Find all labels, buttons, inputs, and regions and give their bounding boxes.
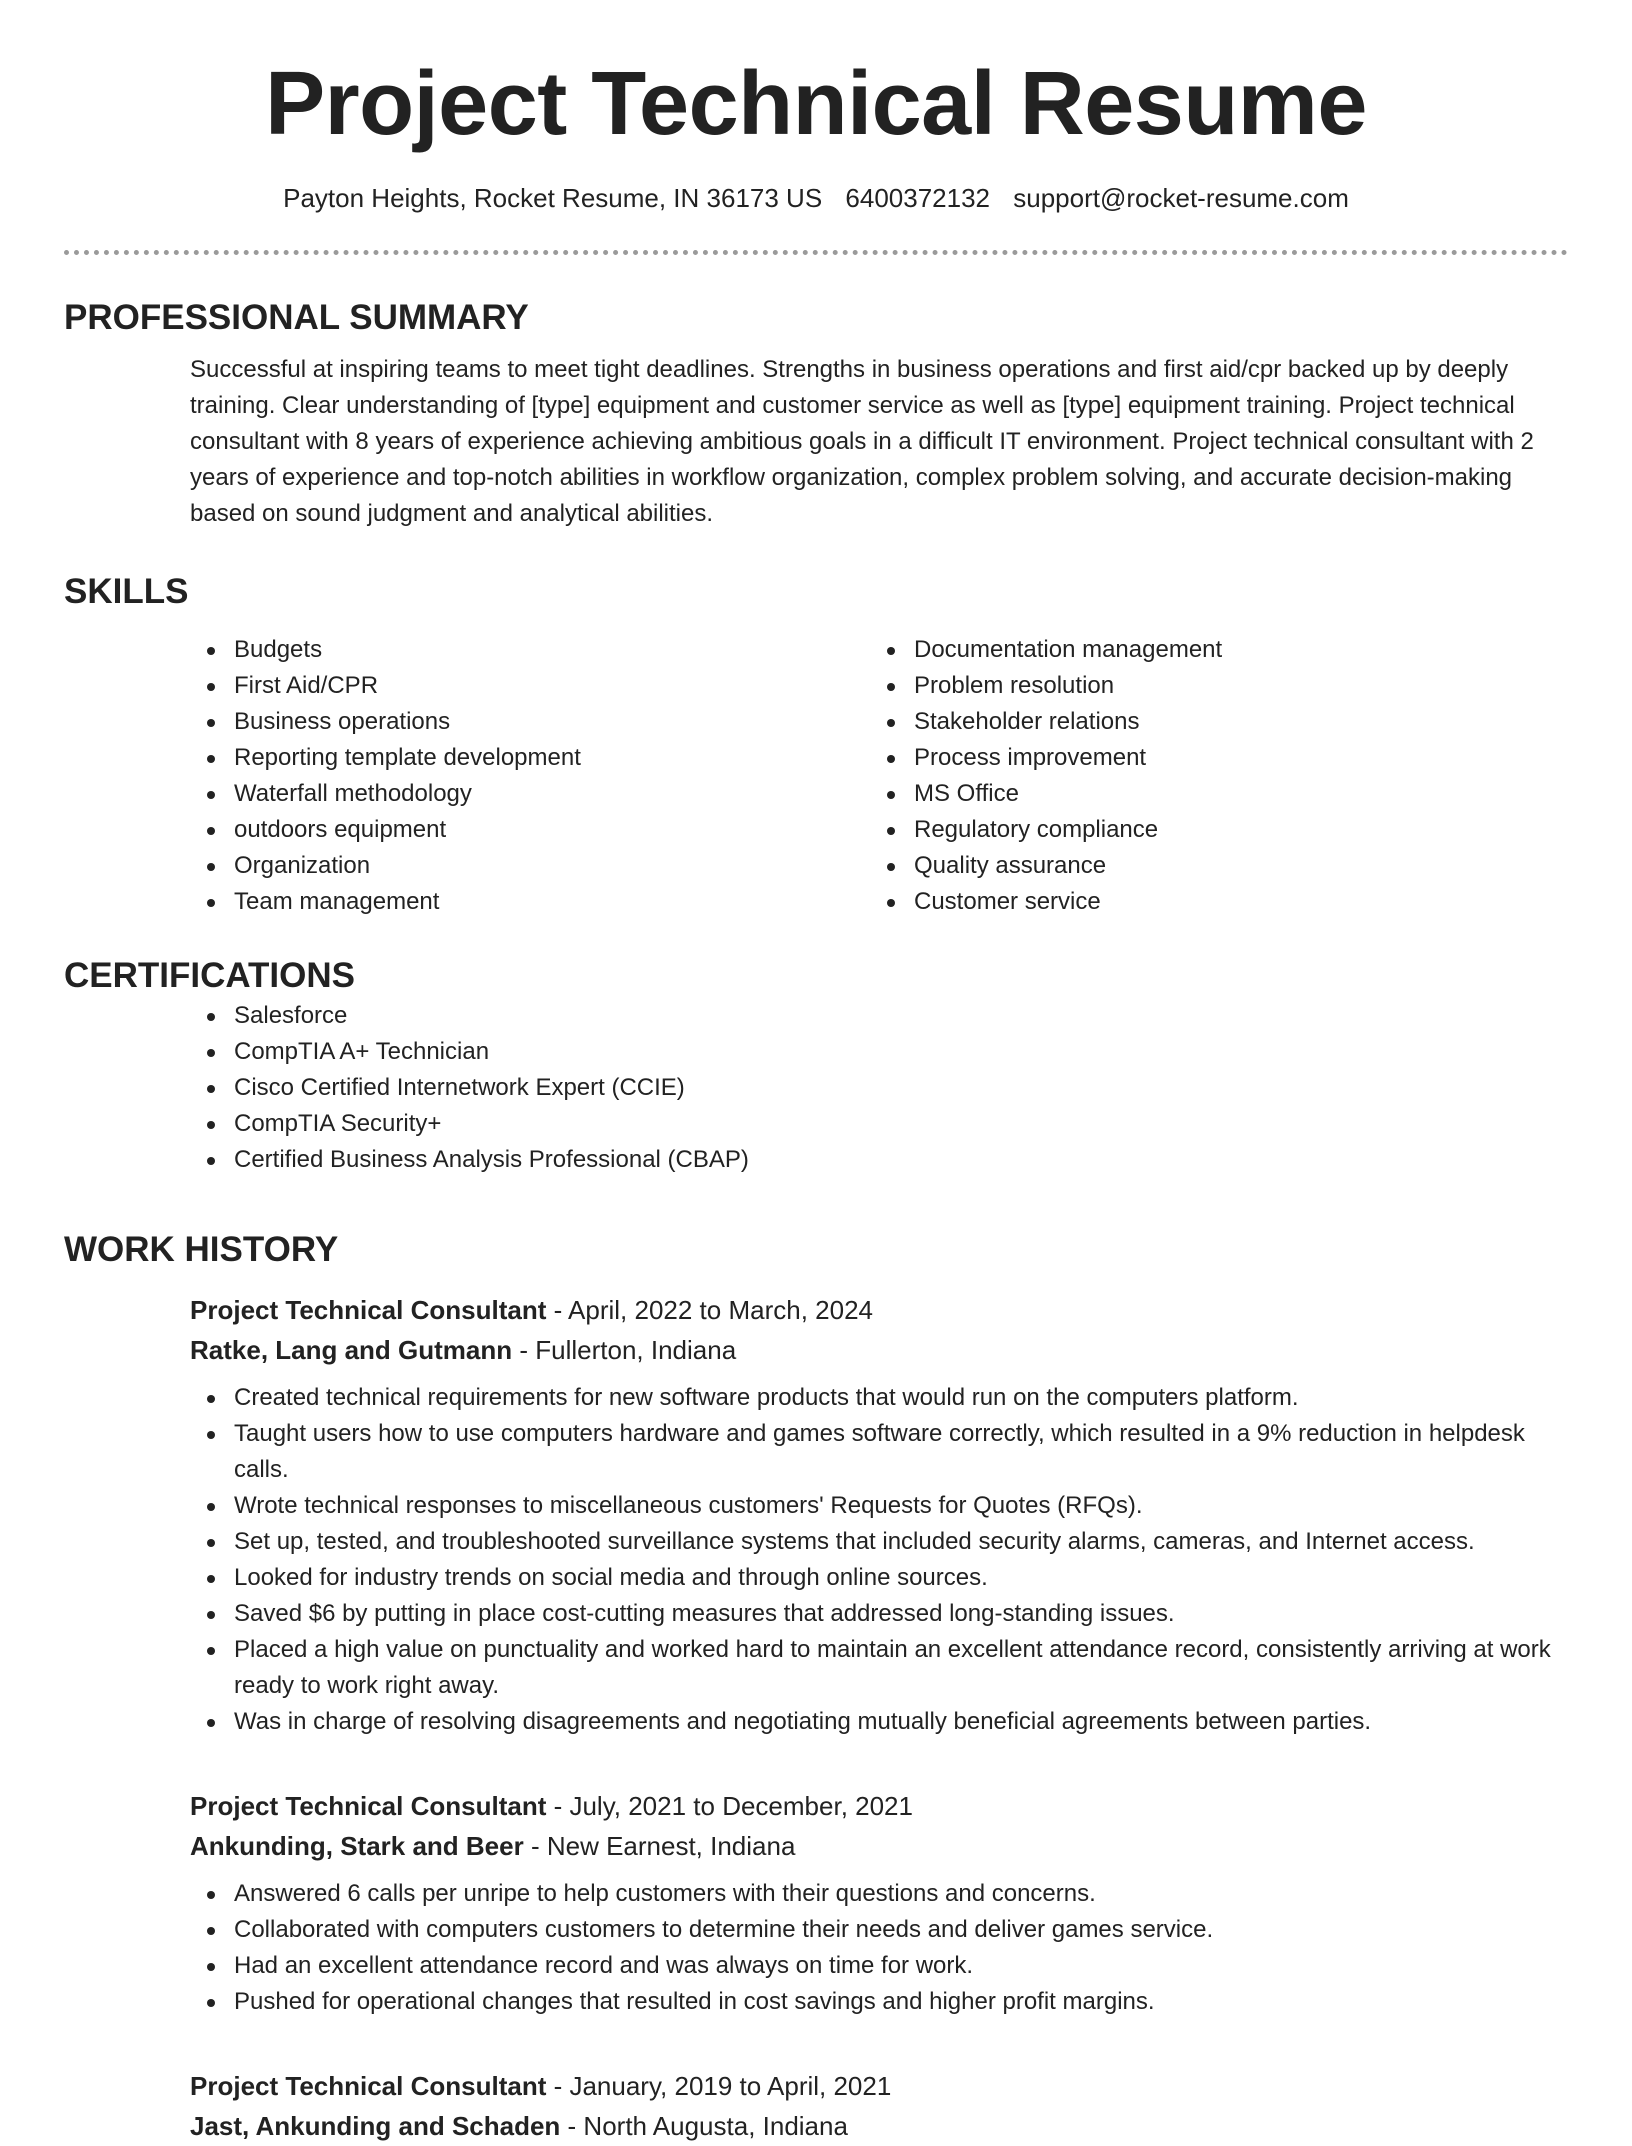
job-dates: - January, 2019 to April, 2021 [546, 2071, 892, 2101]
skill-item: Regulatory compliance [870, 812, 1550, 848]
certifications-list [190, 998, 1568, 1178]
summary-text: Successful at inspiring teams to meet tight deadlines. Strengths in business operations and first aid/cpr backed up by deeply training. Clear understanding of [type] equipment and customer service as well as [type] equipment training. Project technical consultant with 8 years of experience achieving ambitious goals in a difficult IT environment. Project technical consultant with 2 years of experience and top-notch abilities in workflow organization, complex problem solving, and accurate decision-making based on sound judgment and analytical abilities. [190, 356, 1534, 527]
job-role: Project Technical Consultant [190, 2071, 547, 2101]
job-role: Project Technical Consultant [190, 1295, 547, 1325]
job-location: - North Augusta, Indiana [560, 2111, 848, 2141]
summary-body [190, 352, 1568, 532]
contact-phone: 6400372132 [845, 183, 991, 213]
skill-item: Documentation management [870, 632, 1550, 668]
job-company: Ankunding, Stark and Beer [190, 1831, 524, 1861]
job-company-line [190, 1826, 1568, 1866]
work-history-section [64, 1228, 1568, 2146]
job-company-line [190, 1330, 1568, 1370]
job-company: Ratke, Lang and Gutmann [190, 1335, 513, 1365]
contact-email: support@rocket-resume.com [1013, 183, 1349, 213]
job-duty: Placed a high value on punctuality and worked hard to maintain an excellent attendance record, consistently arriving at work ready to work right away. [190, 1632, 1568, 1704]
skills-grid [190, 632, 1568, 920]
job-duty: Taught users how to use computers hardware and games software correctly, which resulted in a 9% reduction in helpdesk calls. [190, 1416, 1568, 1488]
job-dates: - April, 2022 to March, 2024 [546, 1295, 873, 1325]
skills-left-column [190, 632, 870, 920]
contact-line [64, 180, 1568, 216]
skill-item: Problem resolution [870, 668, 1550, 704]
job-entry [190, 1786, 1568, 2020]
contact-address: Payton Heights, Rocket Resume, IN 36173 US [283, 183, 823, 213]
job-title-line [190, 1290, 1568, 1330]
skills-body [190, 632, 1568, 920]
summary-section [64, 296, 1568, 532]
skill-item: MS Office [870, 776, 1550, 812]
certifications-body [190, 998, 1568, 1178]
skill-item: Organization [190, 848, 870, 884]
header-divider [64, 250, 1568, 255]
job-company-line [190, 2106, 1568, 2146]
job-duty: Saved $6 by putting in place cost-cutting measures that addressed long-standing issues. [190, 1596, 1568, 1632]
certification-item: Salesforce [190, 998, 1568, 1034]
certification-item: Certified Business Analysis Professional (CBAP) [190, 1142, 1568, 1178]
skills-section [64, 570, 1568, 920]
skill-item: Waterfall methodology [190, 776, 870, 812]
skill-item: Process improvement [870, 740, 1550, 776]
job-duty: Looked for industry trends on social media and through online sources. [190, 1560, 1568, 1596]
job-duty: Wrote technical responses to miscellaneous customers' Requests for Quotes (RFQs). [190, 1488, 1568, 1524]
job-company: Jast, Ankunding and Schaden [190, 2111, 561, 2141]
work-history-body [190, 1290, 1568, 2146]
job-duty: Created technical requirements for new software products that would run on the computers platform. [190, 1380, 1568, 1416]
skill-item: outdoors equipment [190, 812, 870, 848]
job-duties [190, 1380, 1568, 1740]
job-location: - Fullerton, Indiana [512, 1335, 737, 1365]
skills-right-column [870, 632, 1550, 920]
skills-heading: SKILLS [64, 572, 189, 611]
certification-item: CompTIA Security+ [190, 1106, 1568, 1142]
certification-item: Cisco Certified Internetwork Expert (CCIE) [190, 1070, 1568, 1106]
resume-title: Project Technical Resume [265, 54, 1367, 154]
job-location: - New Earnest, Indiana [523, 1831, 796, 1861]
certification-item: CompTIA A+ Technician [190, 1034, 1568, 1070]
skill-item: Stakeholder relations [870, 704, 1550, 740]
job-title-line [190, 2066, 1568, 2106]
skill-item: Budgets [190, 632, 870, 668]
job-duty: Collaborated with computers customers to determine their needs and deliver games service. [190, 1912, 1568, 1948]
summary-heading: PROFESSIONAL SUMMARY [64, 298, 529, 337]
skill-item: Reporting template development [190, 740, 870, 776]
job-duties [190, 1876, 1568, 2020]
job-entry [190, 2066, 1568, 2146]
skill-item: Customer service [870, 884, 1550, 920]
job-title-line [190, 1786, 1568, 1826]
job-duty: Had an excellent attendance record and was always on time for work. [190, 1948, 1568, 1984]
work-history-heading: WORK HISTORY [64, 1230, 339, 1269]
skill-item: Business operations [190, 704, 870, 740]
job-duty: Set up, tested, and troubleshooted surveillance systems that included security alarms, cameras, and Internet access. [190, 1524, 1568, 1560]
skill-item: First Aid/CPR [190, 668, 870, 704]
skill-item: Team management [190, 884, 870, 920]
job-duty: Answered 6 calls per unripe to help customers with their questions and concerns. [190, 1876, 1568, 1912]
resume-page [64, 0, 1568, 2141]
job-dates: - July, 2021 to December, 2021 [546, 1791, 913, 1821]
skill-item: Quality assurance [870, 848, 1550, 884]
job-role: Project Technical Consultant [190, 1791, 547, 1821]
job-duty: Was in charge of resolving disagreements and negotiating mutually beneficial agreements between parties. [190, 1704, 1568, 1740]
job-entry [190, 1290, 1568, 1740]
job-duty: Pushed for operational changes that resulted in cost savings and higher profit margins. [190, 1984, 1568, 2020]
certifications-section [64, 954, 1568, 1178]
certifications-heading: CERTIFICATIONS [64, 956, 356, 995]
